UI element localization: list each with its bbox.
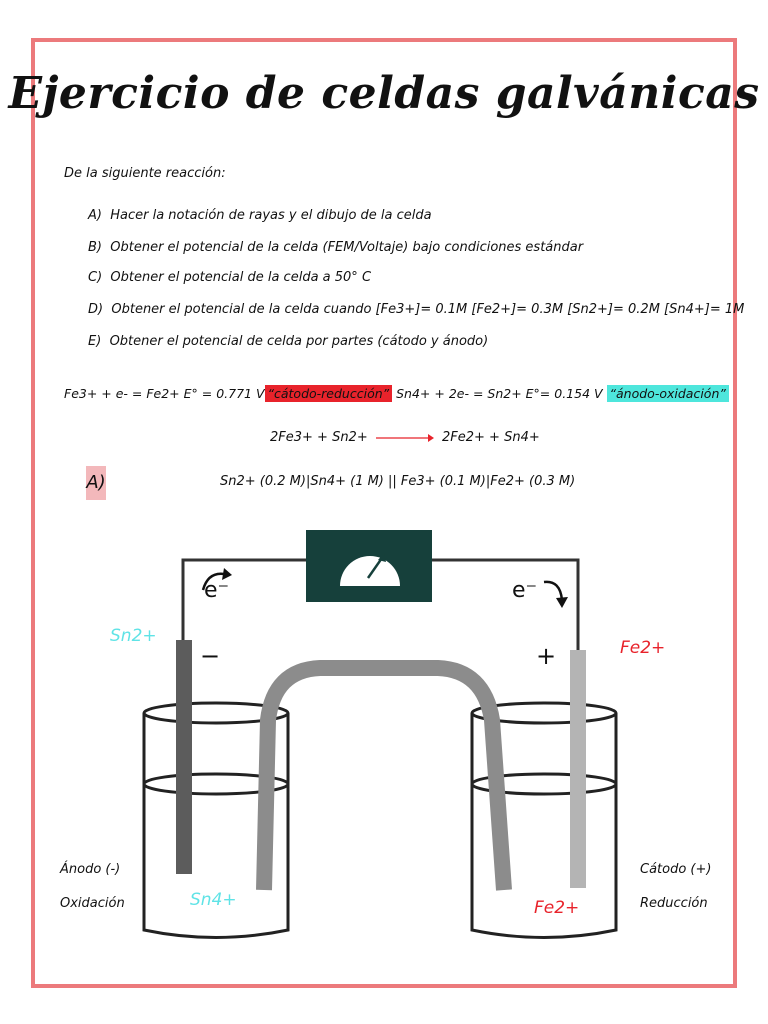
electron-left-label: e⁻: [204, 578, 230, 603]
plus-sign: +: [536, 642, 557, 670]
anode-electrode: [176, 640, 192, 874]
reaction-right: 2Fe2+ + Sn4+: [442, 430, 540, 445]
page-title: Ejercicio de celdas galvánicas: [8, 68, 760, 119]
sn-half-reaction: Sn4+ + 2e- = Sn2+ E°= 0.154 V: [396, 386, 603, 401]
reaction-left: 2Fe3+ + Sn2+: [270, 430, 368, 445]
electron-right-label: e⁻: [512, 578, 538, 603]
list-item: D) Obtener el potencial de la celda cuando [Fe3+]= 0.1M [Fe2+]= 0.3M [Sn2+]= 0.2M [Sn4+]= 1M: [88, 302, 745, 317]
line-notation: Sn2+ (0.2 M)|Sn4+ (1 M) || Fe3+ (0.1 M)|Fe2+ (0.3 M): [220, 474, 576, 489]
part-a-label: A): [86, 466, 106, 500]
anode-label: Ánodo (-): [60, 862, 121, 877]
list-item: E) Obtener el potencial de celda por partes (cátodo y ánodo): [88, 334, 489, 349]
sn4-label: Sn4+: [190, 890, 237, 910]
list-item: A) Hacer la notación de rayas y el dibujo de la celda: [88, 208, 432, 223]
cathode-label: Cátodo (+): [640, 862, 712, 877]
cathode-tag: “cátodo-reducción”: [265, 385, 393, 402]
reduction-label: Reducción: [640, 896, 708, 911]
salt-bridge: [264, 668, 504, 890]
minus-sign: −: [200, 642, 221, 670]
sn2-label: Sn2+: [110, 626, 157, 646]
list-item: C) Obtener el potencial de la celda a 50° C: [88, 270, 372, 285]
fe2-label: Fe2+: [620, 638, 666, 658]
oxidation-label: Oxidación: [60, 896, 125, 911]
intro-text: De la siguiente reacción:: [64, 166, 226, 181]
fe-half-reaction: Fe3+ + e- = Fe2+ E° = 0.771 V: [64, 386, 265, 401]
fe2-bottom-label: Fe2+: [534, 898, 580, 918]
cathode-electrode: [570, 650, 586, 888]
list-item: B) Obtener el potencial de la celda (FEM/Voltaje) bajo condiciones estándar: [88, 240, 584, 255]
anode-tag: “ánodo-oxidación”: [607, 385, 729, 402]
electron-flow-right-icon: [544, 582, 562, 600]
